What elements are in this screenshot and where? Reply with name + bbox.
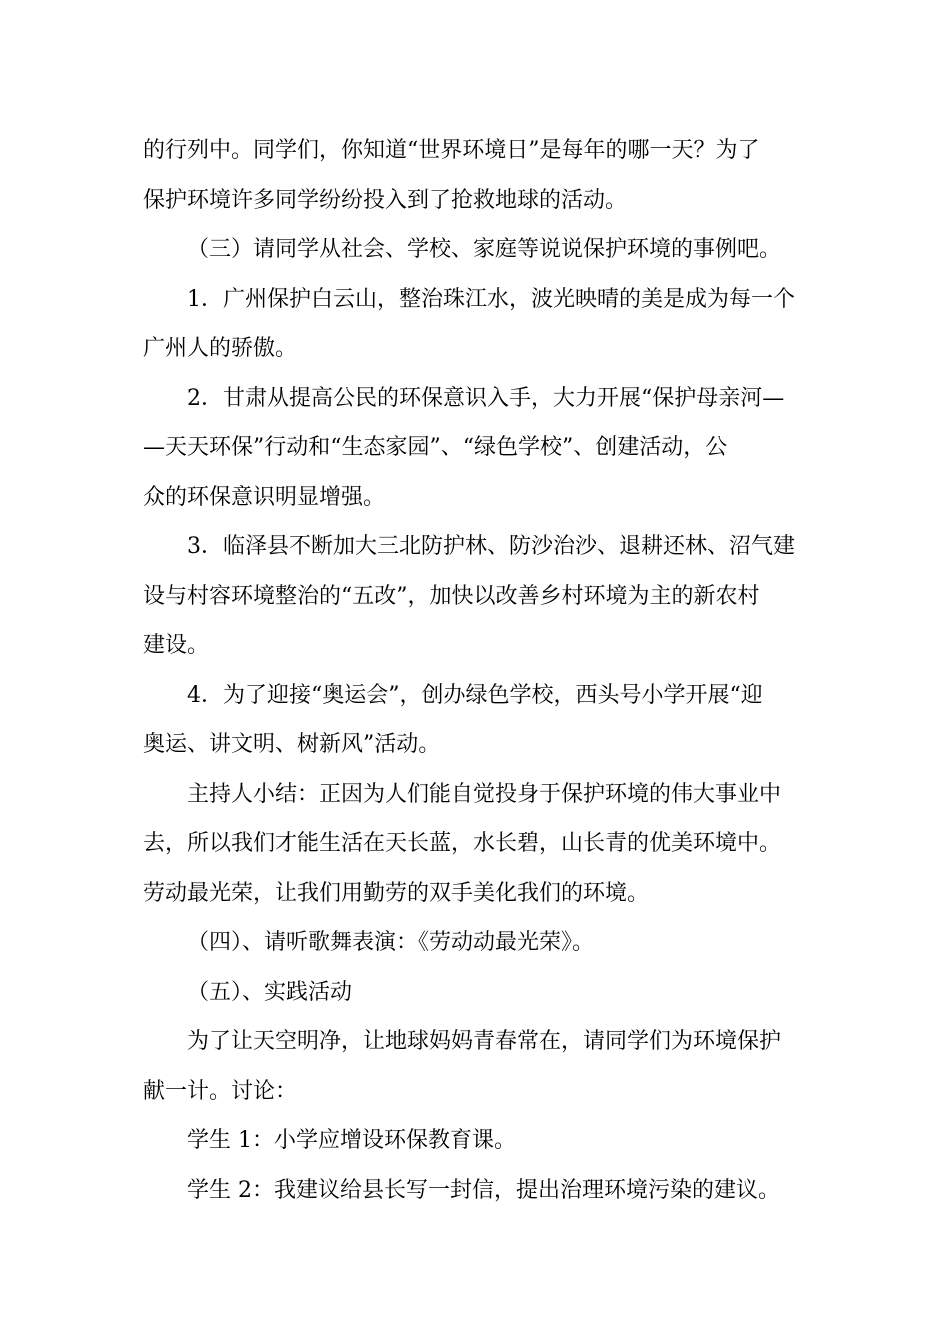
text-line: 3．临泽县不断加大三北防护林、防沙治沙、退耕还林、沼气建 [187, 534, 795, 559]
text-line: 主持人小结：正因为人们能自觉投身于保护环境的伟大事业中 [187, 781, 782, 807]
text-line: 的行列中。同学们，你知道“世界环境日”是每年的哪一天？为了 [143, 138, 760, 163]
host-summary [143, 770, 808, 919]
text-line: 保护环境许多同学纷纷投入到了抢救地球的活动。 [143, 187, 628, 213]
list-item-4 [143, 671, 808, 770]
list-item-1 [143, 275, 808, 374]
text-line: 去，所以我们才能生活在天长蓝，水长碧，山长青的优美环境中。 [143, 831, 782, 856]
text-line: 设与村容环境整治的“五改”，加快以改善乡村环境为主的新农村 [143, 583, 760, 609]
student-1-remark [143, 1116, 808, 1166]
text-line: 4．为了迎接“奥运会”，创办绿色学校，西头号小学开展“迎 [187, 682, 763, 708]
text-line: —天天环保”行动和“生态家园”、“绿色学校”、创建活动，公 [143, 435, 728, 460]
text-line: 广州人的骄傲。 [143, 336, 298, 361]
text-line: 学生 1：小学应增设环保教育课。 [187, 1128, 516, 1153]
text-line: 劳动最光荣，让我们用勤劳的双手美化我们的环境。 [143, 880, 650, 906]
text-line: 献一计。讨论： [143, 1078, 298, 1104]
list-item-3 [143, 522, 808, 671]
discussion-intro [143, 1017, 808, 1116]
text-line: （四）、请听歌舞表演：《劳动动最光荣》。 [187, 930, 595, 955]
text-line: 奥运、讲文明、树新风”活动。 [143, 732, 441, 757]
text-line: （五）、实践活动 [187, 979, 353, 1005]
text-line: 1．广州保护白云山，整治珠江水，波光映晴的美是成为每一个 [187, 286, 795, 312]
text-line: 学生 2：我建议给县长写一封信，提出治理环境污染的建议。 [187, 1177, 780, 1203]
text-line: 众的环保意识明显增强。 [143, 484, 386, 510]
text-line: （三）请同学从社会、学校、家庭等说说保护环境的事例吧。 [187, 237, 782, 262]
section-heading-4 [143, 918, 808, 968]
text-line: 2．甘肃从提高公民的环保意识入手，大力开展“保护母亲河— [187, 385, 785, 411]
section-heading-3 [143, 225, 808, 275]
list-item-2 [143, 374, 808, 523]
student-2-remark [143, 1166, 808, 1216]
text-line: 为了让天空明净，让地球妈妈青春常在，请同学们为环境保护 [187, 1029, 782, 1054]
text-line: 建设。 [143, 633, 210, 658]
paragraph-continuation [143, 126, 808, 225]
section-heading-5 [143, 968, 808, 1018]
document-body [143, 126, 808, 1215]
